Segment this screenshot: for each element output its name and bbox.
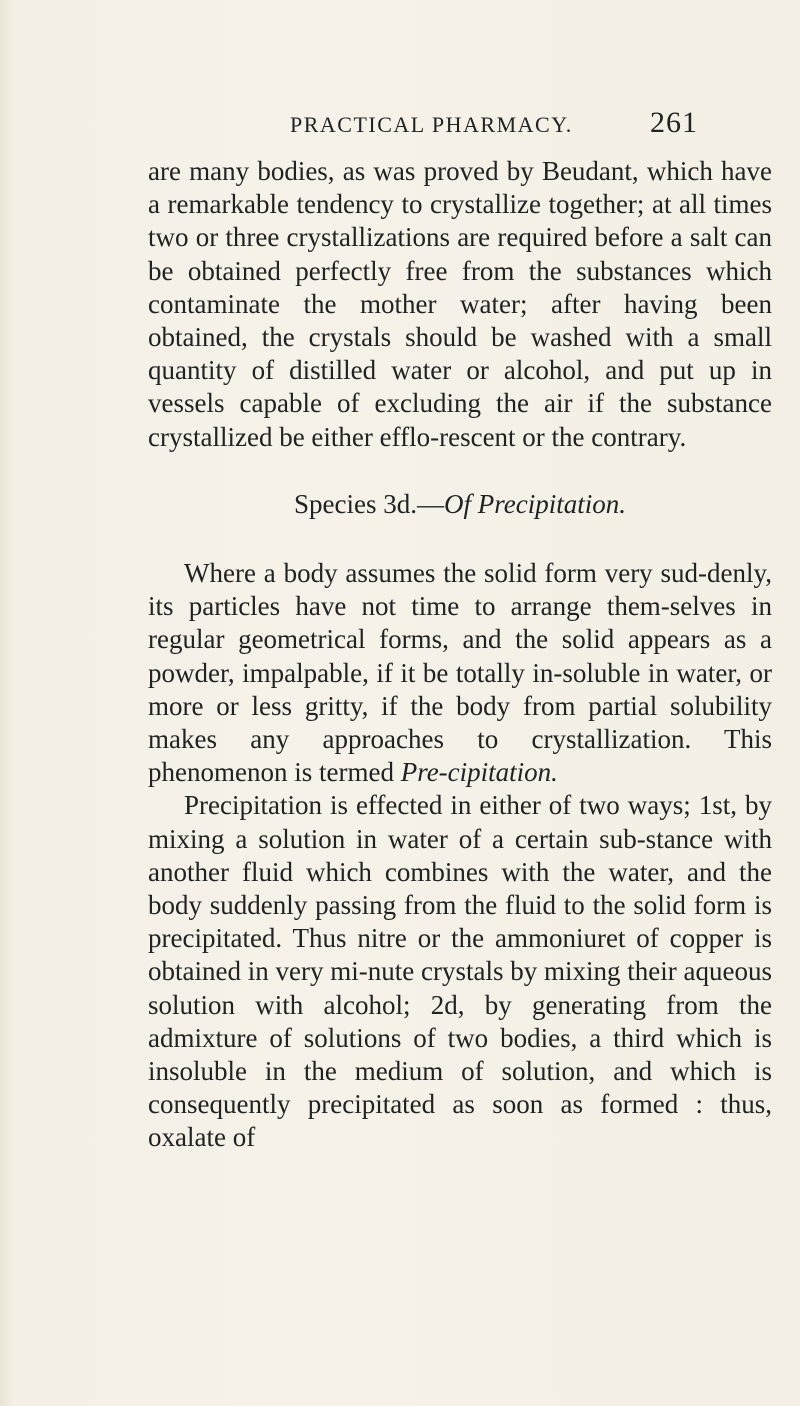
running-header: [290, 106, 770, 148]
section-heading: [148, 488, 772, 521]
paragraph-definition: [148, 557, 772, 789]
paragraph-definition-text: Where a body assumes the solid form very sud-denly, its particles have not time to arrange them-selves in regular geometrical forms, and the solid appears as a powder, impalpable, if it be totally in-soluble in water, or more or less gritty, if the body from partial solubility makes any approaches to crystallization. This phenomenon is termed: [148, 558, 772, 788]
running-title: PRACTICAL PHARMACY.: [290, 112, 573, 137]
paragraph-methods: Precipitation is effected in either of two ways; 1st, by mixing a solution in water of a certain sub-stance with another fluid which combines with the water, and the body suddenly passing from the fluid to the solid form is precipitated. Thus nitre or the ammoniuret of copper is obtained in very mi-nute crystals by mixing their aqueous solution with alcohol; 2d, by generating from the admixture of solutions of two bodies, a third which is insoluble in the medium of solution, and which is consequently precipitated as soon as formed : thus, oxalate of: [148, 790, 772, 1153]
heading-title: Of Precipitation.: [444, 488, 626, 519]
page-number: 261: [650, 106, 698, 139]
heading-prefix: Species 3d.—: [294, 488, 444, 519]
body-text: [148, 155, 772, 1155]
term-precipitation: Pre-cipitation.: [400, 757, 558, 788]
paragraph-continuation: are many bodies, as was proved by Beudant, which have a remarkable tendency to crystallize together; at all times two or three crystallizations are required before a salt can be obtained perfectly free from the substances which contaminate the mother water; after having been obtained, the crystals should be washed with a small quantity of distilled water or alcohol, and put up in vessels capable of excluding the air if the substance crystallized be either efflo-rescent or the contrary.: [148, 156, 772, 452]
